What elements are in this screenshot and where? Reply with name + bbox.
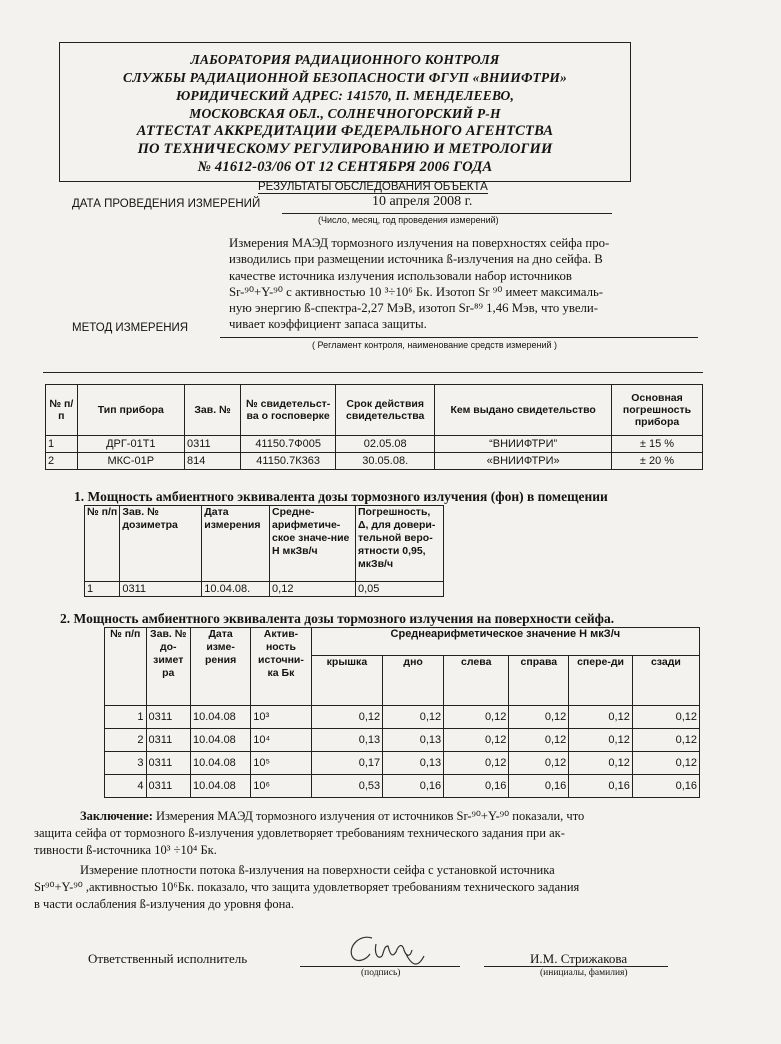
date-label: ДАТА ПРОВЕДЕНИЯ ИЗМЕРЕНИЙ	[72, 198, 261, 210]
table-header: Кем выдано свидетельство	[435, 385, 612, 436]
conclusion-label: Заключение:	[80, 809, 153, 823]
conclusion-paragraph-2: Измерение плотности потока ß-излучения на поверхности сейфа с установкой источника Sr⁹⁰+Y-⁹⁰ ,активностью 10⁶Бк. показало, что защита удовлетворяет требованиям технического задания в части ослабления ß-излучения до уровня фона.	[34, 863, 580, 911]
method-label: МЕТОД ИЗМЕРЕНИЯ	[72, 322, 189, 334]
surface-table: № п/п Зав. № до-зимет ра Дата изме-рения Актив-ность источни-ка Бк Среднеарифметическое значение Н мкЗ/ч крышка дно слева справа спере-ди сзади 1 0311 10.04.08 10³ 0,12 0,12 0,12 0,12 0,12 0,12 2 0311 10.04.08 10⁴ 0,13 0,13 0,12 0,12 0,12 0,12 3 0311 10.04.08 10⁵ 0,17 0,13 0,12 0,12 0,12 0,12 4 0311 10.04.08 10⁶ 0,53 0,16 0,16 0,16 0,16 0,16	[104, 627, 700, 798]
results-title: РЕЗУЛЬТАТЫ ОБСЛЕДОВАНИЯ ОБЪЕКТА	[258, 181, 488, 193]
conclusion-paragraph-1: Заключение: Измерения МАЭД тормозного излучения от источников Sr-⁹⁰+Y-⁹⁰ показали, что защита сейфа от тормозного ß-излучения удовлетворяет требованиям технического задания при ак- тивности ß-источника 10³ ÷10⁴ Бк.	[34, 809, 585, 857]
table-header: № п/п	[46, 385, 78, 436]
header-line: № 41612-03/06 ОТ 12 СЕНТЯБРЯ 2006 ГОДА	[197, 159, 493, 175]
header-line: АТТЕСТАТ АККРЕДИТАЦИИ ФЕДЕРАЛЬНОГО АГЕНТСТВА	[136, 123, 554, 139]
date-value: 10 апреля 2008 г.	[372, 194, 473, 209]
table-header: Срок действия свидетельства	[336, 385, 435, 436]
method-text: Измерения МАЭД тормозного излучения на поверхностях сейфа про- изводились при размещении источника ß-излучения на дно сейфа. В качестве источника излучения использовали набор источников Sr-⁹⁰+Y-⁹⁰ с активностью 10 ³÷10⁶ Бк. Изотоп Sr ⁹⁰ имеет максималь- ную энергию ß-спектра-2,27 МэВ, изотоп Sr-⁸⁹ 1,46 Мэв, что увели- чивает коэффициент запаса защиты.	[229, 236, 610, 332]
executor-name: И.М. Стрижакова	[530, 951, 628, 966]
responsible-role: Ответственный исполнитель	[88, 951, 248, 966]
name-caption: (инициалы, фамилия)	[540, 968, 628, 978]
table-row: 1 0311 10.04.08. 0,12 0,05	[85, 582, 444, 597]
table-row: 4 0311 10.04.08 10⁶ 0,53 0,16 0,16 0,16 0,16 0,16	[105, 775, 700, 798]
table-row: 2 МКС-01Р 814 41150.7К363 30.05.08. «ВНИИФТРИ» ± 20 %	[46, 453, 703, 470]
method-caption: ( Регламент контроля, наименование средств измерений )	[312, 340, 558, 350]
header-box	[59, 42, 631, 182]
instruments-table	[45, 384, 703, 470]
header-line: ЮРИДИЧЕСКИЙ АДРЕС: 141570, П. МЕНДЕЛЕЕВО,	[175, 88, 515, 103]
table-row: 3 0311 10.04.08 10⁵ 0,17 0,13 0,12 0,12 0,12 0,12	[105, 752, 700, 775]
table-header: № свидетельст-ва о госповерке	[241, 385, 336, 436]
header-line: МОСКОВСКАЯ ОБЛ., СОЛНЕЧНОГОРСКИЙ Р-Н	[189, 106, 501, 121]
background-table: № п/п Зав. № дозиметра Дата измерения Средне-арифметиче-ское значе-ние Н мкЗв/ч Погрешность, Δ, для довери-тельной веро-ятности 0,95, мкЗв/ч 1 0311 10.04.08. 0,12 0,05	[84, 505, 444, 597]
table-header: Зав. №	[184, 385, 240, 436]
header-line: СЛУЖБЫ РАДИАЦИОННОЙ БЕЗОПАСНОСТИ ФГУП «ВНИИФТРИ»	[123, 70, 567, 85]
date-caption: (Число, месяц, год проведения измерений)	[318, 215, 499, 225]
header-line: ПО ТЕХНИЧЕСКОМУ РЕГУЛИРОВАНИЮ И МЕТРОЛОГИИ	[137, 141, 553, 157]
table-header: Тип прибора	[77, 385, 184, 436]
sign-caption: (подпись)	[361, 968, 401, 978]
table-header: Основная погрешность прибора	[612, 385, 703, 436]
header-line: ЛАБОРАТОРИЯ РАДИАЦИОННОГО КОНТРОЛЯ	[190, 52, 500, 67]
table-row: 1 ДРГ-01Т1 0311 41150.7Ф005 02.05.08 “ВНИИФТРИ” ± 15 %	[46, 436, 703, 453]
table-row: 2 0311 10.04.08 10⁴ 0,13 0,13 0,12 0,12 0,12 0,12	[105, 729, 700, 752]
section2-title: 2. Мощность амбиентного эквивалента дозы тормозного излучения на поверхности сейфа.	[60, 611, 615, 626]
section1-title: 1. Мощность амбиентного эквивалента дозы тормозного излучения (фон) в помещении	[74, 489, 608, 504]
signature-image	[332, 926, 432, 972]
table-row: 1 0311 10.04.08 10³ 0,12 0,12 0,12 0,12 0,12 0,12	[105, 706, 700, 729]
